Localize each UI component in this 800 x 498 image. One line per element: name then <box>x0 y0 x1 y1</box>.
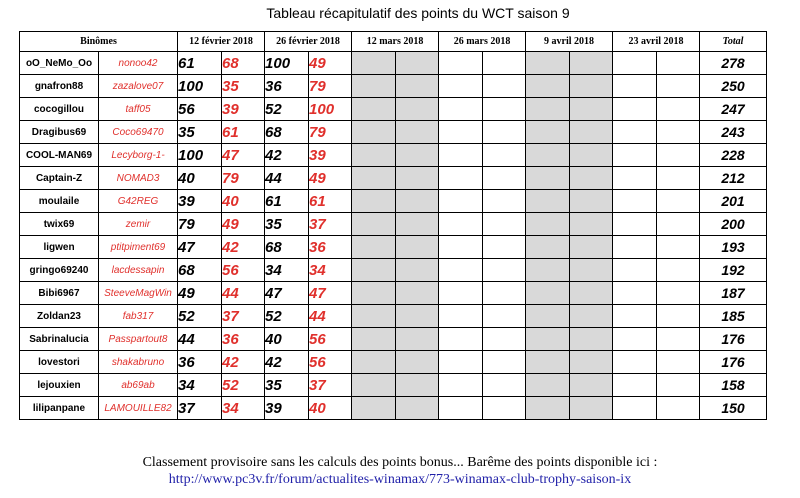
score-date-4-player-1 <box>439 213 483 236</box>
score-date-4-player-1 <box>439 305 483 328</box>
score-date-1-player-2: 40 <box>222 190 265 213</box>
player-2-cell: Passpartout8 <box>99 328 178 351</box>
header-date-2: 26 février 2018 <box>265 32 352 52</box>
score-date-6-player-1 <box>613 52 657 75</box>
score-date-5-player-1 <box>526 75 570 98</box>
score-date-5-player-1 <box>526 397 570 420</box>
score-date-6-player-1 <box>613 305 657 328</box>
score-date-5-player-2 <box>570 52 613 75</box>
score-date-1-player-2: 35 <box>222 75 265 98</box>
score-date-4-player-2 <box>483 98 526 121</box>
player-2-cell: shakabruno <box>99 351 178 374</box>
score-date-4-player-2 <box>483 236 526 259</box>
score-date-5-player-2 <box>570 351 613 374</box>
score-date-1-player-1: 79 <box>178 213 222 236</box>
player-2-cell: nonoo42 <box>99 52 178 75</box>
score-date-6-player-2 <box>657 213 700 236</box>
score-date-5-player-2 <box>570 167 613 190</box>
total-cell: 193 <box>700 236 767 259</box>
score-date-4-player-1 <box>439 144 483 167</box>
score-date-1-player-1: 36 <box>178 351 222 374</box>
score-date-1-player-2: 42 <box>222 236 265 259</box>
score-date-1-player-2: 44 <box>222 282 265 305</box>
header-date-5: 9 avril 2018 <box>526 32 613 52</box>
score-date-2-player-2: 36 <box>309 236 352 259</box>
score-date-4-player-2 <box>483 52 526 75</box>
score-date-4-player-1 <box>439 52 483 75</box>
score-date-4-player-2 <box>483 167 526 190</box>
table-row <box>20 121 767 144</box>
score-date-3-player-2 <box>396 98 439 121</box>
table-row <box>20 236 767 259</box>
score-date-5-player-1 <box>526 52 570 75</box>
score-date-1-player-1: 47 <box>178 236 222 259</box>
score-date-2-player-1: 42 <box>265 144 309 167</box>
score-date-2-player-1: 47 <box>265 282 309 305</box>
table-row <box>20 351 767 374</box>
score-date-6-player-1 <box>613 374 657 397</box>
score-date-2-player-2: 39 <box>309 144 352 167</box>
score-date-6-player-2 <box>657 259 700 282</box>
score-date-2-player-2: 47 <box>309 282 352 305</box>
score-date-6-player-2 <box>657 328 700 351</box>
score-date-3-player-1 <box>352 305 396 328</box>
score-date-3-player-1 <box>352 121 396 144</box>
total-cell: 176 <box>700 351 767 374</box>
score-date-2-player-2: 44 <box>309 305 352 328</box>
player-2-cell: G42REG <box>99 190 178 213</box>
player-1-cell: ligwen <box>20 236 99 259</box>
score-date-6-player-1 <box>613 75 657 98</box>
table-row <box>20 75 767 98</box>
footer-link[interactable]: http://www.pc3v.fr/forum/actualites-winamax/773-winamax-club-trophy-saison-ix <box>168 472 632 487</box>
player-1-cell: lejouxien <box>20 374 99 397</box>
total-cell: 250 <box>700 75 767 98</box>
score-date-5-player-1 <box>526 98 570 121</box>
player-2-cell: zazalove07 <box>99 75 178 98</box>
score-date-5-player-1 <box>526 305 570 328</box>
score-date-3-player-1 <box>352 213 396 236</box>
score-date-2-player-2: 100 <box>309 98 352 121</box>
table-row <box>20 52 767 75</box>
score-date-3-player-1 <box>352 397 396 420</box>
score-date-6-player-2 <box>657 144 700 167</box>
score-date-3-player-2 <box>396 52 439 75</box>
player-2-cell: Coco69470 <box>99 121 178 144</box>
score-date-6-player-2 <box>657 236 700 259</box>
footer-note: Classement provisoire sans les calculs des points bonus... Barême des points disponible ici : <box>142 455 658 470</box>
header-binomes: Binômes <box>20 32 178 52</box>
player-1-cell: Bibi6967 <box>20 282 99 305</box>
score-date-2-player-1: 34 <box>265 259 309 282</box>
score-date-5-player-1 <box>526 121 570 144</box>
score-date-3-player-1 <box>352 351 396 374</box>
score-date-5-player-1 <box>526 213 570 236</box>
score-date-2-player-1: 100 <box>265 52 309 75</box>
score-date-6-player-1 <box>613 397 657 420</box>
score-date-1-player-2: 47 <box>222 144 265 167</box>
score-date-1-player-1: 61 <box>178 52 222 75</box>
total-cell: 212 <box>700 167 767 190</box>
table-row <box>20 305 767 328</box>
table-row <box>20 144 767 167</box>
score-date-3-player-1 <box>352 328 396 351</box>
score-date-6-player-1 <box>613 213 657 236</box>
total-cell: 176 <box>700 328 767 351</box>
score-date-6-player-2 <box>657 374 700 397</box>
score-date-2-player-1: 42 <box>265 351 309 374</box>
score-date-1-player-2: 61 <box>222 121 265 144</box>
score-date-6-player-2 <box>657 121 700 144</box>
player-2-cell: taff05 <box>99 98 178 121</box>
player-1-cell: lilipanpane <box>20 397 99 420</box>
score-date-6-player-2 <box>657 282 700 305</box>
total-cell: 192 <box>700 259 767 282</box>
score-date-3-player-1 <box>352 236 396 259</box>
player-1-cell: gringo69240 <box>20 259 99 282</box>
player-2-cell: zemir <box>99 213 178 236</box>
score-date-3-player-1 <box>352 259 396 282</box>
player-1-cell: Captain-Z <box>20 167 99 190</box>
score-date-5-player-2 <box>570 213 613 236</box>
player-1-cell: cocogillou <box>20 98 99 121</box>
player-2-cell: lacdessapin <box>99 259 178 282</box>
total-cell: 201 <box>700 190 767 213</box>
player-1-cell: lovestori <box>20 351 99 374</box>
score-date-2-player-1: 52 <box>265 98 309 121</box>
score-date-6-player-1 <box>613 259 657 282</box>
score-date-5-player-1 <box>526 259 570 282</box>
score-date-2-player-1: 36 <box>265 75 309 98</box>
score-date-3-player-2 <box>396 144 439 167</box>
score-date-6-player-2 <box>657 305 700 328</box>
player-2-cell: LAMOUILLE82 <box>99 397 178 420</box>
score-date-1-player-2: 56 <box>222 259 265 282</box>
score-date-6-player-2 <box>657 98 700 121</box>
score-date-5-player-1 <box>526 167 570 190</box>
score-date-1-player-2: 39 <box>222 98 265 121</box>
score-date-1-player-2: 34 <box>222 397 265 420</box>
score-date-4-player-2 <box>483 213 526 236</box>
table-row <box>20 259 767 282</box>
score-date-2-player-2: 56 <box>309 328 352 351</box>
score-date-5-player-1 <box>526 190 570 213</box>
score-date-3-player-1 <box>352 190 396 213</box>
score-date-5-player-2 <box>570 305 613 328</box>
score-date-3-player-2 <box>396 282 439 305</box>
score-date-4-player-1 <box>439 190 483 213</box>
score-date-4-player-2 <box>483 190 526 213</box>
header-date-6: 23 avril 2018 <box>613 32 700 52</box>
score-date-2-player-1: 35 <box>265 374 309 397</box>
total-cell: 243 <box>700 121 767 144</box>
score-date-1-player-1: 34 <box>178 374 222 397</box>
score-date-4-player-1 <box>439 259 483 282</box>
table-title: Tableau récapitulatif des points du WCT saison 9 <box>266 5 570 21</box>
score-date-4-player-2 <box>483 121 526 144</box>
score-date-1-player-1: 49 <box>178 282 222 305</box>
table-body <box>20 52 767 420</box>
score-date-3-player-2 <box>396 305 439 328</box>
total-cell: 200 <box>700 213 767 236</box>
score-date-5-player-2 <box>570 236 613 259</box>
score-date-2-player-2: 37 <box>309 213 352 236</box>
score-date-3-player-1 <box>352 98 396 121</box>
score-date-1-player-1: 68 <box>178 259 222 282</box>
score-date-5-player-2 <box>570 259 613 282</box>
score-date-2-player-2: 40 <box>309 397 352 420</box>
total-cell: 278 <box>700 52 767 75</box>
player-1-cell: Zoldan23 <box>20 305 99 328</box>
header-row <box>20 32 767 52</box>
score-date-4-player-2 <box>483 374 526 397</box>
score-date-3-player-1 <box>352 52 396 75</box>
score-date-2-player-2: 79 <box>309 75 352 98</box>
score-date-6-player-2 <box>657 52 700 75</box>
score-date-2-player-2: 79 <box>309 121 352 144</box>
score-date-4-player-1 <box>439 282 483 305</box>
player-1-cell: Dragibus69 <box>20 121 99 144</box>
score-date-4-player-1 <box>439 167 483 190</box>
player-1-cell: COOL-MAN69 <box>20 144 99 167</box>
score-date-3-player-2 <box>396 75 439 98</box>
score-date-2-player-1: 61 <box>265 190 309 213</box>
score-date-3-player-1 <box>352 282 396 305</box>
total-cell: 158 <box>700 374 767 397</box>
score-date-4-player-2 <box>483 328 526 351</box>
score-date-1-player-2: 42 <box>222 351 265 374</box>
score-date-2-player-2: 34 <box>309 259 352 282</box>
score-date-4-player-1 <box>439 397 483 420</box>
score-date-1-player-1: 35 <box>178 121 222 144</box>
score-date-2-player-1: 52 <box>265 305 309 328</box>
score-date-4-player-1 <box>439 374 483 397</box>
total-cell: 187 <box>700 282 767 305</box>
score-date-5-player-2 <box>570 282 613 305</box>
score-date-6-player-2 <box>657 351 700 374</box>
table-row <box>20 374 767 397</box>
player-2-cell: SteeveMagWin <box>99 282 178 305</box>
score-date-2-player-1: 68 <box>265 236 309 259</box>
score-date-2-player-1: 68 <box>265 121 309 144</box>
score-date-1-player-2: 36 <box>222 328 265 351</box>
table-row <box>20 282 767 305</box>
score-date-6-player-2 <box>657 167 700 190</box>
score-date-3-player-1 <box>352 167 396 190</box>
score-date-5-player-2 <box>570 98 613 121</box>
total-cell: 185 <box>700 305 767 328</box>
score-date-4-player-1 <box>439 75 483 98</box>
total-cell: 150 <box>700 397 767 420</box>
score-date-3-player-2 <box>396 328 439 351</box>
score-date-1-player-2: 49 <box>222 213 265 236</box>
table-row <box>20 328 767 351</box>
score-date-3-player-1 <box>352 374 396 397</box>
score-date-1-player-2: 52 <box>222 374 265 397</box>
table-row <box>20 167 767 190</box>
score-date-1-player-1: 56 <box>178 98 222 121</box>
score-date-3-player-2 <box>396 213 439 236</box>
score-date-4-player-2 <box>483 397 526 420</box>
total-cell: 247 <box>700 98 767 121</box>
player-2-cell: ptitpiment69 <box>99 236 178 259</box>
recap-table <box>19 31 767 420</box>
score-date-6-player-1 <box>613 121 657 144</box>
score-date-1-player-2: 79 <box>222 167 265 190</box>
score-date-5-player-2 <box>570 144 613 167</box>
score-date-5-player-2 <box>570 190 613 213</box>
score-date-5-player-1 <box>526 374 570 397</box>
score-date-1-player-2: 68 <box>222 52 265 75</box>
score-date-6-player-1 <box>613 282 657 305</box>
score-date-3-player-2 <box>396 351 439 374</box>
score-date-4-player-1 <box>439 121 483 144</box>
score-date-1-player-1: 44 <box>178 328 222 351</box>
score-date-2-player-1: 40 <box>265 328 309 351</box>
player-2-cell: fab317 <box>99 305 178 328</box>
score-date-6-player-2 <box>657 190 700 213</box>
score-date-5-player-1 <box>526 236 570 259</box>
player-1-cell: moulaile <box>20 190 99 213</box>
score-date-2-player-2: 37 <box>309 374 352 397</box>
score-date-4-player-2 <box>483 282 526 305</box>
score-date-6-player-1 <box>613 236 657 259</box>
score-date-5-player-1 <box>526 282 570 305</box>
score-date-3-player-2 <box>396 121 439 144</box>
score-date-1-player-2: 37 <box>222 305 265 328</box>
score-date-6-player-2 <box>657 397 700 420</box>
score-date-4-player-1 <box>439 98 483 121</box>
header-date-4: 26 mars 2018 <box>439 32 526 52</box>
score-date-5-player-2 <box>570 121 613 144</box>
score-date-2-player-2: 49 <box>309 167 352 190</box>
score-date-2-player-2: 61 <box>309 190 352 213</box>
score-date-3-player-2 <box>396 190 439 213</box>
player-1-cell: twix69 <box>20 213 99 236</box>
score-date-2-player-2: 49 <box>309 52 352 75</box>
score-date-2-player-1: 35 <box>265 213 309 236</box>
score-date-2-player-2: 56 <box>309 351 352 374</box>
table-row <box>20 98 767 121</box>
score-date-2-player-1: 44 <box>265 167 309 190</box>
score-date-1-player-1: 100 <box>178 75 222 98</box>
score-date-4-player-2 <box>483 305 526 328</box>
score-date-6-player-1 <box>613 144 657 167</box>
score-date-5-player-2 <box>570 397 613 420</box>
score-date-5-player-1 <box>526 351 570 374</box>
score-date-3-player-1 <box>352 144 396 167</box>
table-row <box>20 397 767 420</box>
score-date-4-player-1 <box>439 328 483 351</box>
score-date-6-player-1 <box>613 98 657 121</box>
score-date-1-player-1: 100 <box>178 144 222 167</box>
score-date-6-player-1 <box>613 190 657 213</box>
table-row <box>20 213 767 236</box>
score-date-3-player-2 <box>396 167 439 190</box>
score-date-6-player-1 <box>613 167 657 190</box>
table-row <box>20 190 767 213</box>
player-1-cell: oO_NeMo_Oo <box>20 52 99 75</box>
player-1-cell: gnafron88 <box>20 75 99 98</box>
score-date-5-player-2 <box>570 374 613 397</box>
score-date-1-player-1: 39 <box>178 190 222 213</box>
score-date-1-player-1: 52 <box>178 305 222 328</box>
score-date-3-player-2 <box>396 259 439 282</box>
player-2-cell: NOMAD3 <box>99 167 178 190</box>
player-2-cell: ab69ab <box>99 374 178 397</box>
score-date-2-player-1: 39 <box>265 397 309 420</box>
score-date-4-player-2 <box>483 144 526 167</box>
header-date-3: 12 mars 2018 <box>352 32 439 52</box>
score-date-1-player-1: 40 <box>178 167 222 190</box>
score-date-4-player-2 <box>483 75 526 98</box>
score-date-3-player-2 <box>396 236 439 259</box>
score-date-4-player-2 <box>483 259 526 282</box>
total-cell: 228 <box>700 144 767 167</box>
score-date-6-player-1 <box>613 351 657 374</box>
score-date-5-player-2 <box>570 75 613 98</box>
score-date-1-player-1: 37 <box>178 397 222 420</box>
player-2-cell: Lecyborg-1- <box>99 144 178 167</box>
score-date-3-player-2 <box>396 397 439 420</box>
score-date-5-player-2 <box>570 328 613 351</box>
score-date-5-player-1 <box>526 144 570 167</box>
score-date-4-player-2 <box>483 351 526 374</box>
header-date-1: 12 février 2018 <box>178 32 265 52</box>
score-date-3-player-1 <box>352 75 396 98</box>
score-date-5-player-1 <box>526 328 570 351</box>
score-date-6-player-1 <box>613 328 657 351</box>
header-total: Total <box>700 32 767 52</box>
score-date-4-player-1 <box>439 351 483 374</box>
score-date-6-player-2 <box>657 75 700 98</box>
player-1-cell: Sabrinalucia <box>20 328 99 351</box>
score-date-3-player-2 <box>396 374 439 397</box>
score-date-4-player-1 <box>439 236 483 259</box>
